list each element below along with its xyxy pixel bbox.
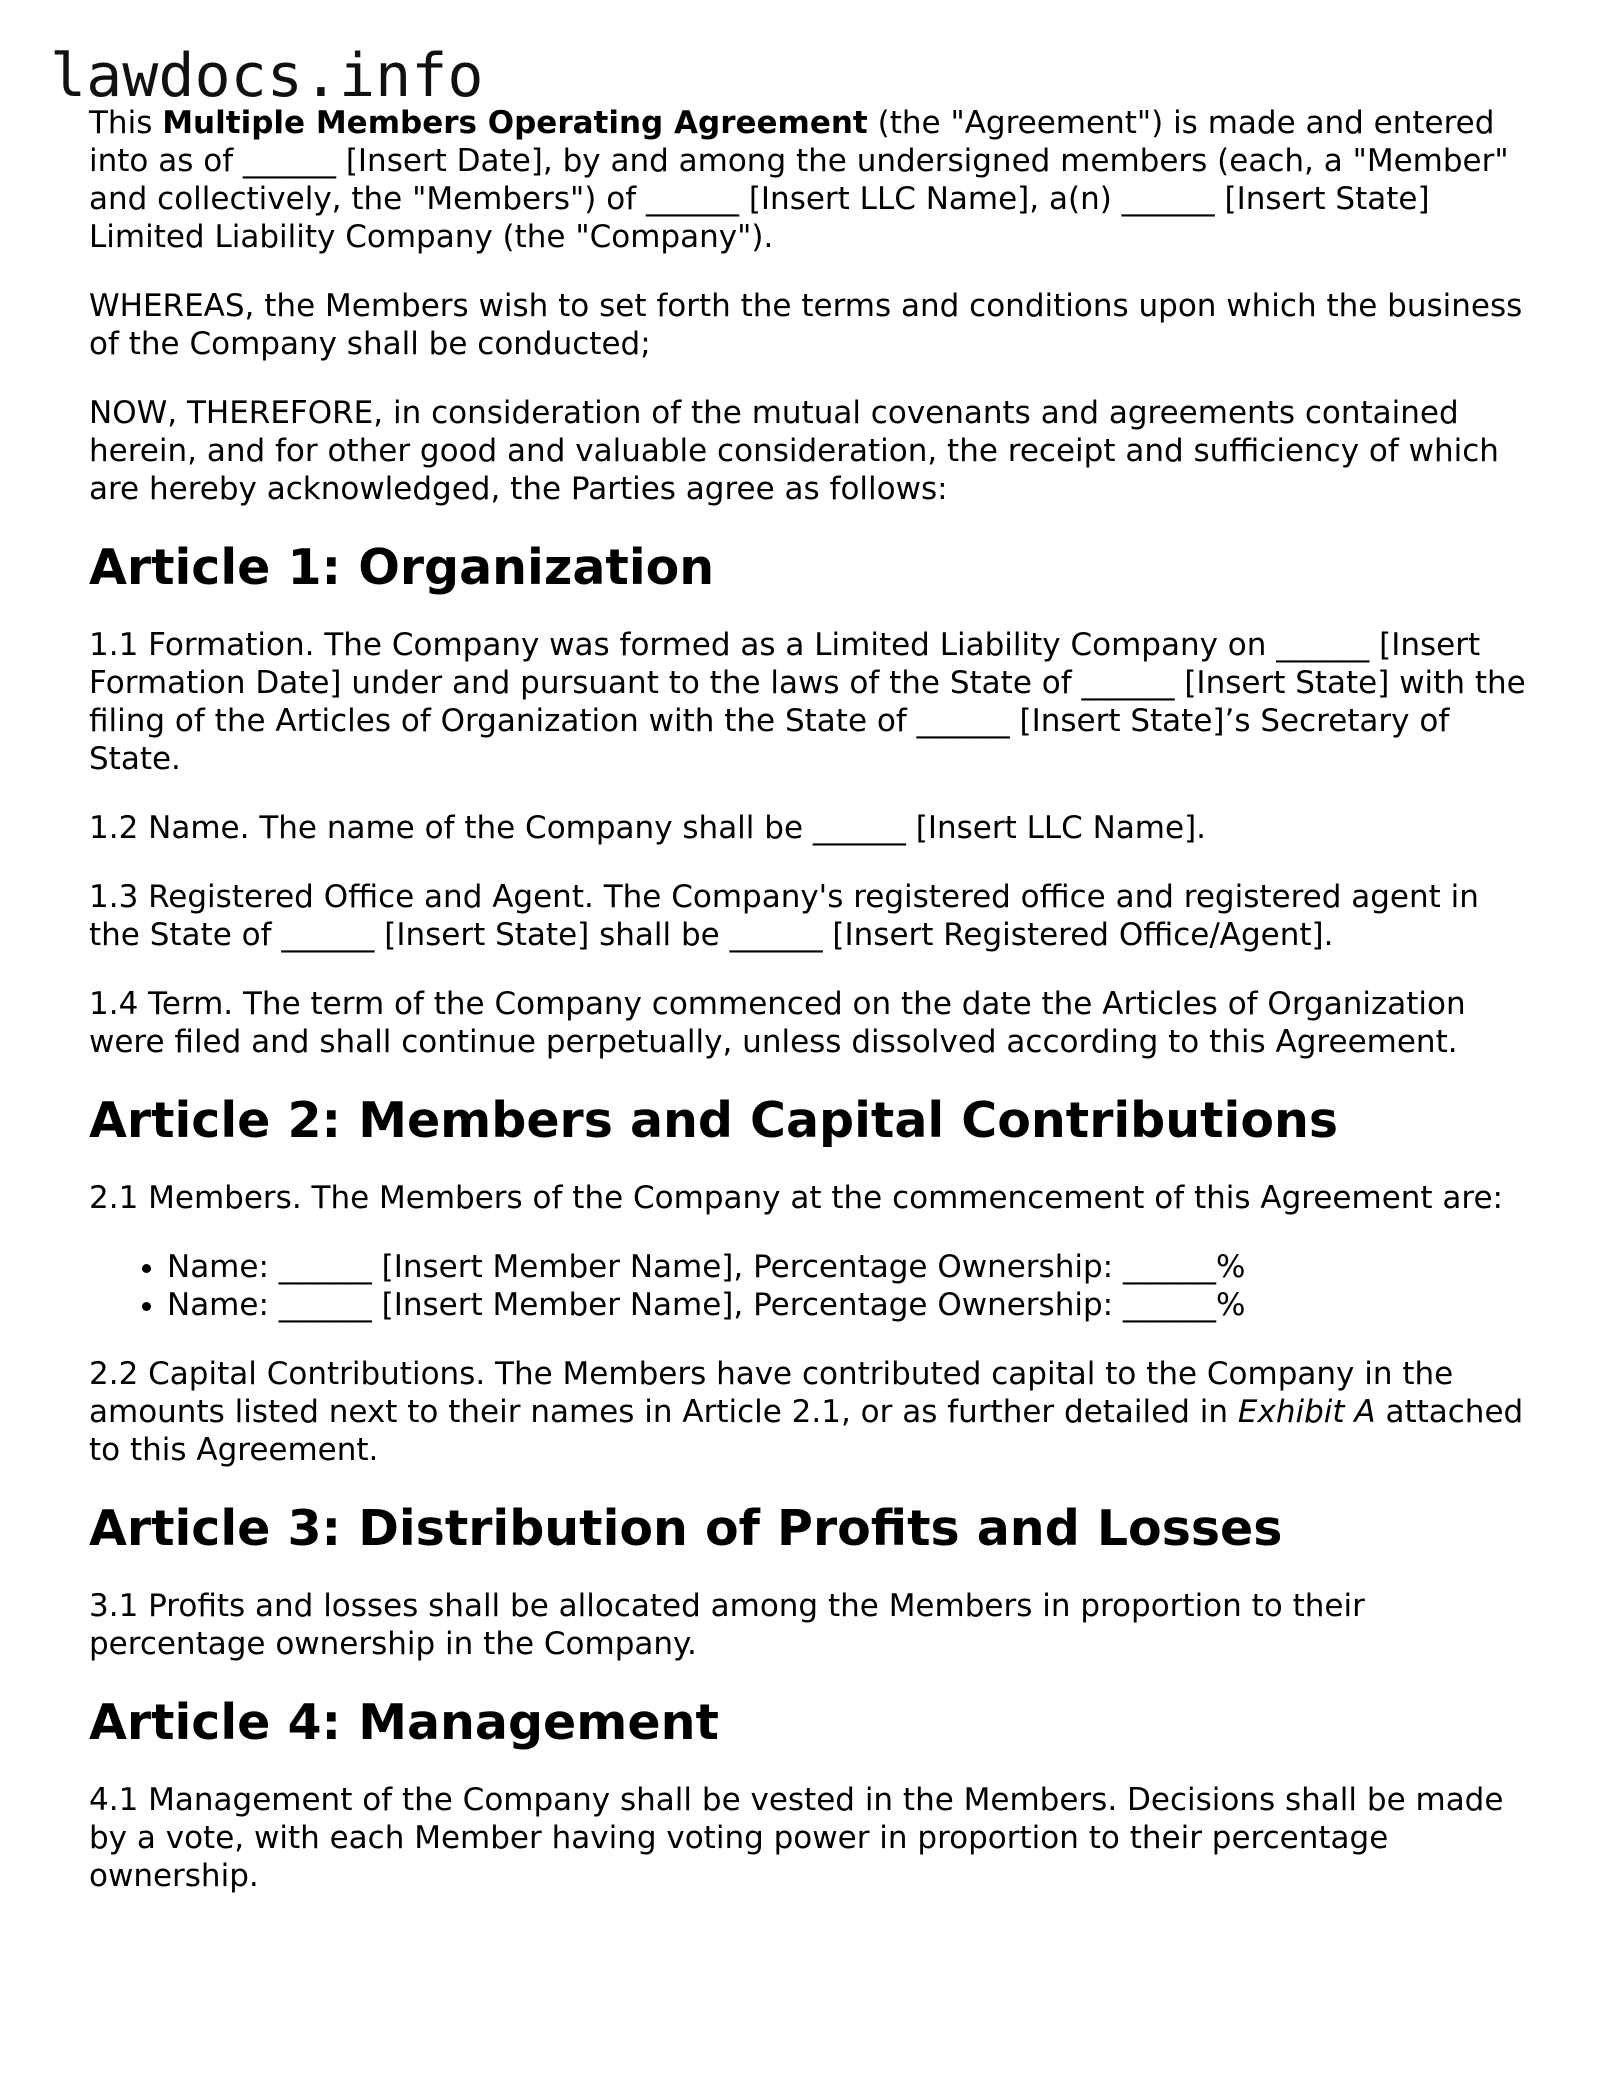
article-2-heading: Article 2: Members and Capital Contributions bbox=[89, 1092, 1339, 1149]
section-2-2-post: attached to this Agreement. bbox=[89, 1394, 1524, 1468]
exhibit-a-reference: Exhibit A bbox=[1237, 1394, 1376, 1430]
whereas-paragraph: WHEREAS, the Members wish to set forth the terms and conditions upon which the business of the Company shall be conducted; bbox=[89, 288, 1523, 362]
section-4-1: 4.1 Management of the Company shall be vested in the Members. Decisions shall be made by a vote, with each Member having voting power in proportion to their percentage ownership. bbox=[89, 1782, 1504, 1894]
section-2-2-pre: 2.2 Capital Contributions. The Members have contributed capital to the Company in the amounts listed next to their names in Article 2.1, or as further detailed in bbox=[89, 1356, 1454, 1430]
section-2-1: 2.1 Members. The Members of the Company at the commencement of this Agreement are: bbox=[89, 1180, 1503, 1216]
section-1-1: 1.1 Formation. The Company was formed as a Limited Liability Company on ______ [Insert Formation Date] under and pursuant to the laws of the State of ______ [Insert State] with the filing of the Articles of Organization with the State of ______ [Insert State]’s Secretary of State. bbox=[89, 627, 1526, 777]
article-1-heading: Article 1: Organization bbox=[89, 539, 715, 596]
member-list-item: • Name: ______ [Insert Member Name], Percentage Ownership: ______% bbox=[167, 1248, 1539, 1286]
agreement-title-bold: Multiple Members Operating Agreement bbox=[162, 105, 868, 141]
watermark-logo: lawdocs.info bbox=[50, 41, 484, 111]
section-3-1: 3.1 Profits and losses shall be allocated among the Members in proportion to their percentage ownership in the Company. bbox=[89, 1588, 1365, 1662]
document-body bbox=[89, 104, 1539, 1926]
member-list-item: • Name: ______ [Insert Member Name], Percentage Ownership: ______% bbox=[167, 1286, 1539, 1324]
section-2-2 bbox=[89, 1355, 1539, 1469]
intro-p1-post: (the "Agreement") is made and entered into as of ______ [Insert Date], by and among the undersigned members (each, a "Member" and collectively, the "Members") of ______ [Insert LLC Name], a(n) ______ [Insert State] Limited Liability Company (the "Company"). bbox=[89, 105, 1509, 255]
article-4-heading: Article 4: Management bbox=[89, 1694, 719, 1751]
section-1-3: 1.3 Registered Office and Agent. The Company's registered office and registered agent in the State of ______ [Insert State] shall be ______ [Insert Registered Office/Agent]. bbox=[89, 879, 1479, 953]
intro-p1-pre: This bbox=[89, 105, 163, 141]
section-1-4: 1.4 Term. The term of the Company commenced on the date the Articles of Organization were filed and shall continue perpetually, unless dissolved according to this Agreement. bbox=[89, 986, 1466, 1060]
section-1-2: 1.2 Name. The name of the Company shall be ______ [Insert LLC Name]. bbox=[89, 810, 1207, 846]
article-3-heading: Article 3: Distribution of Profits and Losses bbox=[89, 1500, 1283, 1557]
members-list bbox=[89, 1248, 1539, 1324]
therefore-paragraph: NOW, THEREFORE, in consideration of the mutual covenants and agreements contained herein, and for other good and valuable consideration, the receipt and sufficiency of which are hereby acknowledged, the Parties agree as follows: bbox=[89, 395, 1499, 507]
intro-paragraph-1 bbox=[89, 104, 1539, 256]
